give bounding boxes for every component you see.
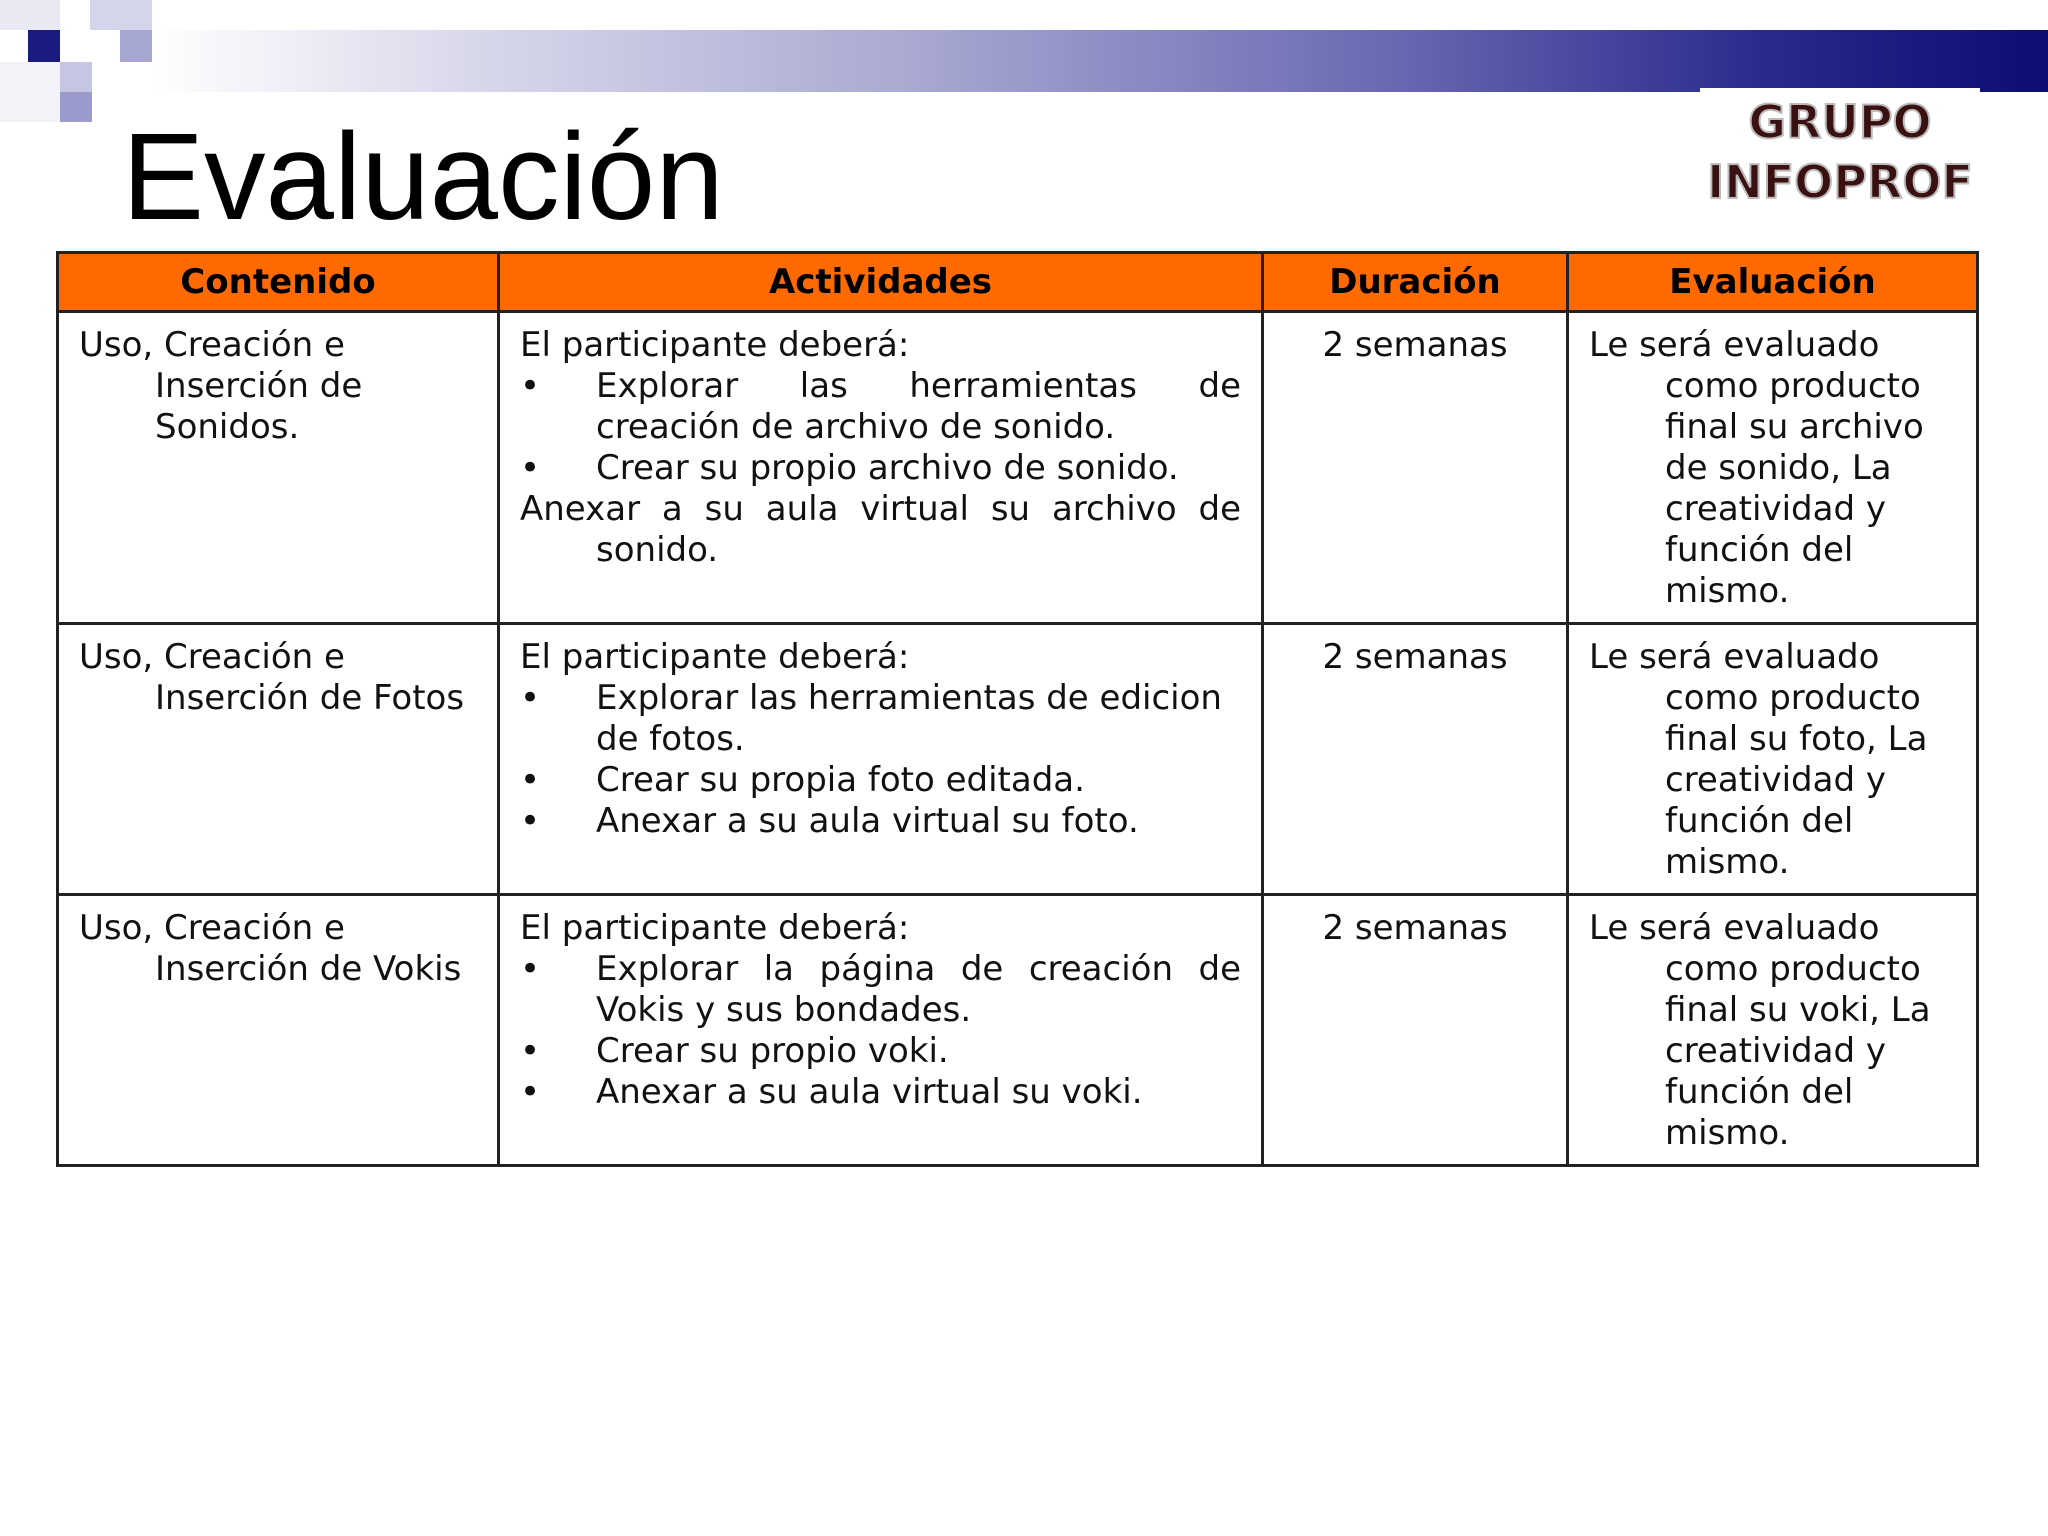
- actividades-cell: [499, 312, 1263, 624]
- list-item: [520, 1072, 1241, 1113]
- header-actividades: Actividades: [499, 253, 1263, 312]
- actividades-extra: Anexar a su aula virtual su archivo de sonido.: [520, 489, 1241, 570]
- actividades-intro: El participante deberá:: [520, 908, 910, 948]
- grupo-infoprof-logo: [1700, 88, 1980, 228]
- duracion-cell: 2 semanas: [1263, 895, 1568, 1166]
- duracion-cell: 2 semanas: [1263, 312, 1568, 624]
- evaluacion-cell: [1568, 624, 1978, 895]
- actividades-list: [520, 678, 1241, 842]
- evaluacion-text: Le será evaluado como producto final su voki, La creatividad y función del mismo.: [1589, 908, 1931, 1153]
- contenido-cell: [58, 624, 499, 895]
- list-item: [520, 448, 1241, 489]
- bullet-icon: •: [520, 760, 541, 800]
- list-item-text: Crear su propio archivo de sonido.: [596, 448, 1179, 488]
- bullet-icon: •: [520, 448, 541, 488]
- actividades-cell: [499, 895, 1263, 1166]
- actividades-intro: El participante deberá:: [520, 325, 910, 365]
- bullet-icon: •: [520, 949, 541, 989]
- list-item-text: Anexar a su aula virtual su voki.: [596, 1072, 1143, 1112]
- list-item-text: Explorar las herramientas de creación de archivo de sonido.: [596, 366, 1241, 447]
- table-row: [58, 895, 1978, 1166]
- list-item: [520, 801, 1241, 842]
- header-gradient-band: [150, 30, 2048, 92]
- contenido-text: Uso, Creación e Inserción de Fotos: [79, 637, 465, 718]
- decor-square-mid: [60, 92, 92, 122]
- logo-line-1: GRUPO: [1748, 95, 1932, 149]
- header-duracion: Duración: [1263, 253, 1568, 312]
- decor-square-faint: [0, 62, 60, 122]
- list-item-text: Explorar las herramientas de edicion de fotos.: [596, 678, 1222, 759]
- decor-square-light: [60, 62, 92, 92]
- list-item: [520, 1031, 1241, 1072]
- actividades-intro: El participante deberá:: [520, 637, 910, 677]
- contenido-text: Uso, Creación e Inserción de Sonidos.: [79, 325, 363, 447]
- decor-square-light: [90, 0, 152, 30]
- bullet-icon: •: [520, 1072, 541, 1112]
- evaluacion-cell: [1568, 312, 1978, 624]
- actividades-cell: [499, 624, 1263, 895]
- bullet-icon: •: [520, 801, 541, 841]
- list-item-text: Explorar la página de creación de Vokis y sus bondades.: [596, 949, 1241, 1030]
- bullet-icon: •: [520, 366, 541, 406]
- header-evaluacion: Evaluación: [1568, 253, 1978, 312]
- duracion-cell: 2 semanas: [1263, 624, 1568, 895]
- actividades-list: [520, 949, 1241, 1113]
- decor-square-light: [0, 0, 60, 30]
- contenido-cell: [58, 312, 499, 624]
- list-item: [520, 366, 1241, 448]
- list-item-text: Crear su propio voki.: [596, 1031, 949, 1071]
- table-header-row: [58, 253, 1978, 312]
- header-contenido: Contenido: [58, 253, 499, 312]
- table-row: [58, 312, 1978, 624]
- evaluacion-cell: [1568, 895, 1978, 1166]
- page-title: Evaluación: [122, 109, 724, 246]
- evaluacion-text: Le será evaluado como producto final su archivo de sonido, La creatividad y función del mismo.: [1589, 325, 1924, 611]
- contenido-text: Uso, Creación e Inserción de Vokis: [79, 908, 462, 989]
- evaluation-table: [56, 251, 1979, 1167]
- bullet-icon: •: [520, 1031, 541, 1071]
- table-row: [58, 624, 1978, 895]
- list-item: [520, 949, 1241, 1031]
- contenido-cell: [58, 895, 499, 1166]
- list-item: [520, 760, 1241, 801]
- bullet-icon: •: [520, 678, 541, 718]
- decor-square-dark: [28, 30, 60, 62]
- logo-line-2: INFOPROF: [1707, 155, 1973, 209]
- evaluacion-text: Le será evaluado como producto final su foto, La creatividad y función del mismo.: [1589, 637, 1928, 882]
- actividades-list: [520, 366, 1241, 489]
- list-item-text: Anexar a su aula virtual su foto.: [596, 801, 1139, 841]
- decor-square-mid: [120, 30, 152, 62]
- list-item: [520, 678, 1241, 760]
- list-item-text: Crear su propia foto editada.: [596, 760, 1085, 800]
